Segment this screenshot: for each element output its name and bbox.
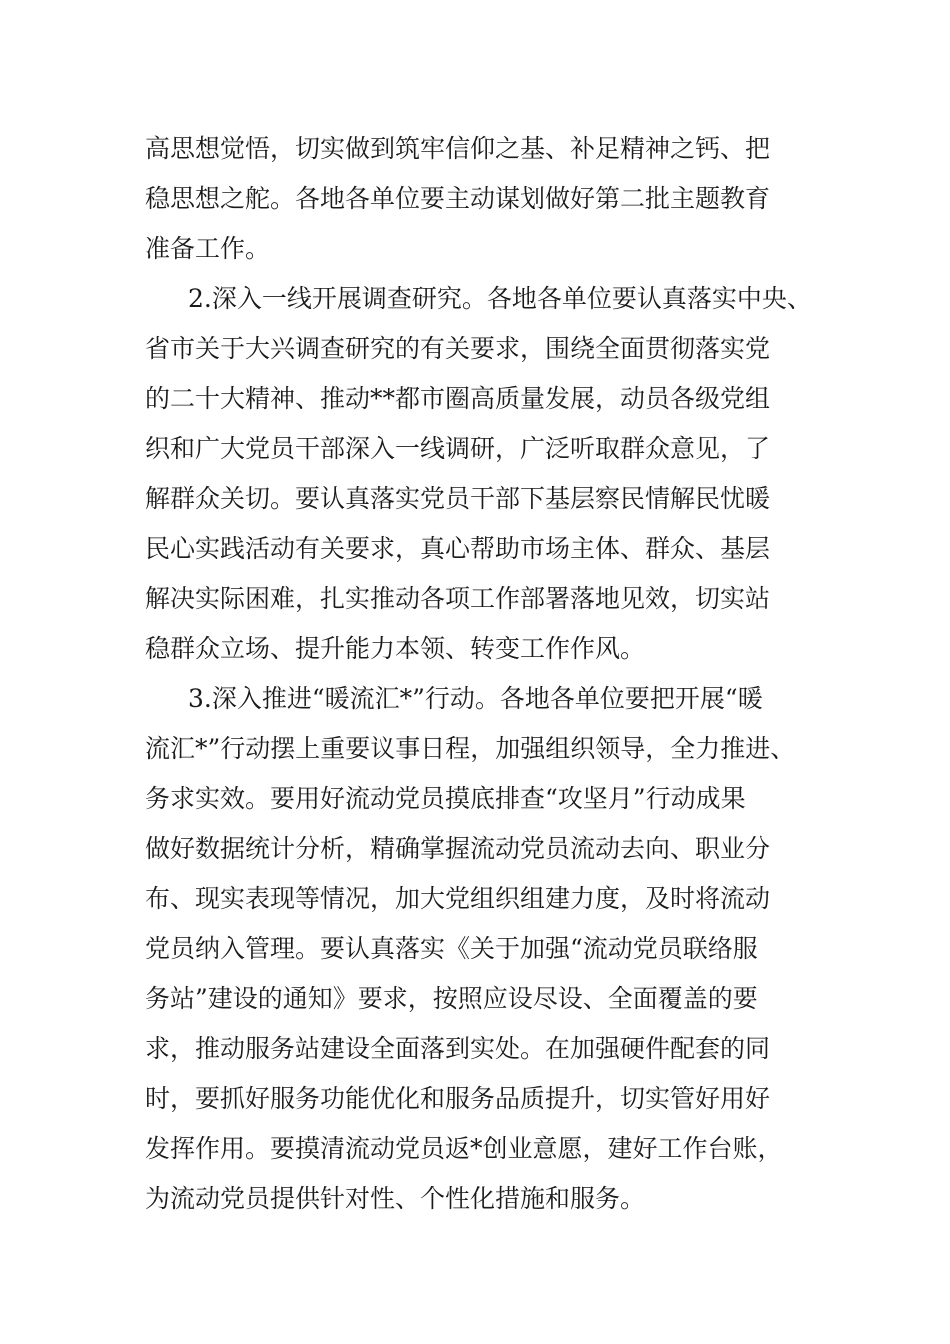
paragraph-3-line-1: 3.深入推进“暖流汇*”行动。各地各单位要把开展“暖: [188, 684, 763, 713]
paragraph-3-line-2: 流汇*”行动摆上重要议事日程，加强组织领导，全力推进、: [145, 734, 796, 763]
paragraph-2-line-6: 民心实践活动有关要求，真心帮助市场主体、群众、基层: [145, 534, 771, 563]
paragraph-2-line-8: 稳群众立场、提升能力本领、转变工作作风。: [145, 634, 646, 663]
paragraph-3-line-8: 求，推动服务站建设全面落到实处。在加强硬件配套的同: [145, 1034, 771, 1063]
paragraph-3-line-3: 务求实效。要用好流动党员摸底排查“攻坚月”行动成果: [145, 784, 746, 813]
paragraph-1-line-2: 稳思想之舵。各地各单位要主动谋划做好第二批主题教育: [145, 184, 771, 213]
paragraph-1-line-3: 准备工作。: [145, 234, 271, 263]
paragraph-2-line-4: 织和广大党员干部深入一线调研，广泛听取群众意见，了: [145, 434, 771, 463]
paragraph-3-line-6: 党员纳入管理。要认真落实《关于加强“流动党员联络服: [145, 934, 758, 963]
paragraph-3-line-7: 务站”建设的通知》要求，按照应设尽设、全面覆盖的要: [145, 984, 758, 1013]
paragraph-3-line-4: 做好数据统计分析，精确掌握流动党员流动去向、职业分: [145, 834, 771, 863]
paragraph-2-line-3: 的二十大精神、推动**都市圈高质量发展，动员各级党组: [145, 384, 771, 413]
paragraph-2-line-7: 解决实际困难，扎实推动各项工作部署落地见效，切实站: [145, 584, 771, 613]
paragraph-3-line-5: 布、现实表现等情况，加大党组织组建力度，及时将流动: [145, 884, 771, 913]
paragraph-2-line-1: 2.深入一线开展调查研究。各地各单位要认真落实中央、: [188, 284, 812, 313]
paragraph-2-line-5: 解群众关切。要认真落实党员干部下基层察民情解民忧暖: [145, 484, 771, 513]
paragraph-3-line-10: 发挥作用。要摸清流动党员返*创业意愿，建好工作台账，: [145, 1134, 783, 1163]
paragraph-2-line-2: 省市关于大兴调查研究的有关要求，围绕全面贯彻落实党: [145, 334, 771, 363]
paragraph-3-line-11: 为流动党员提供针对性、个性化措施和服务。: [145, 1184, 646, 1213]
paragraph-1-line-1: 高思想觉悟，切实做到筑牢信仰之基、补足精神之钙、把: [145, 134, 771, 163]
paragraph-3-line-9: 时，要抓好服务功能优化和服务品质提升，切实管好用好: [145, 1084, 771, 1113]
document-body: [145, 124, 815, 1224]
